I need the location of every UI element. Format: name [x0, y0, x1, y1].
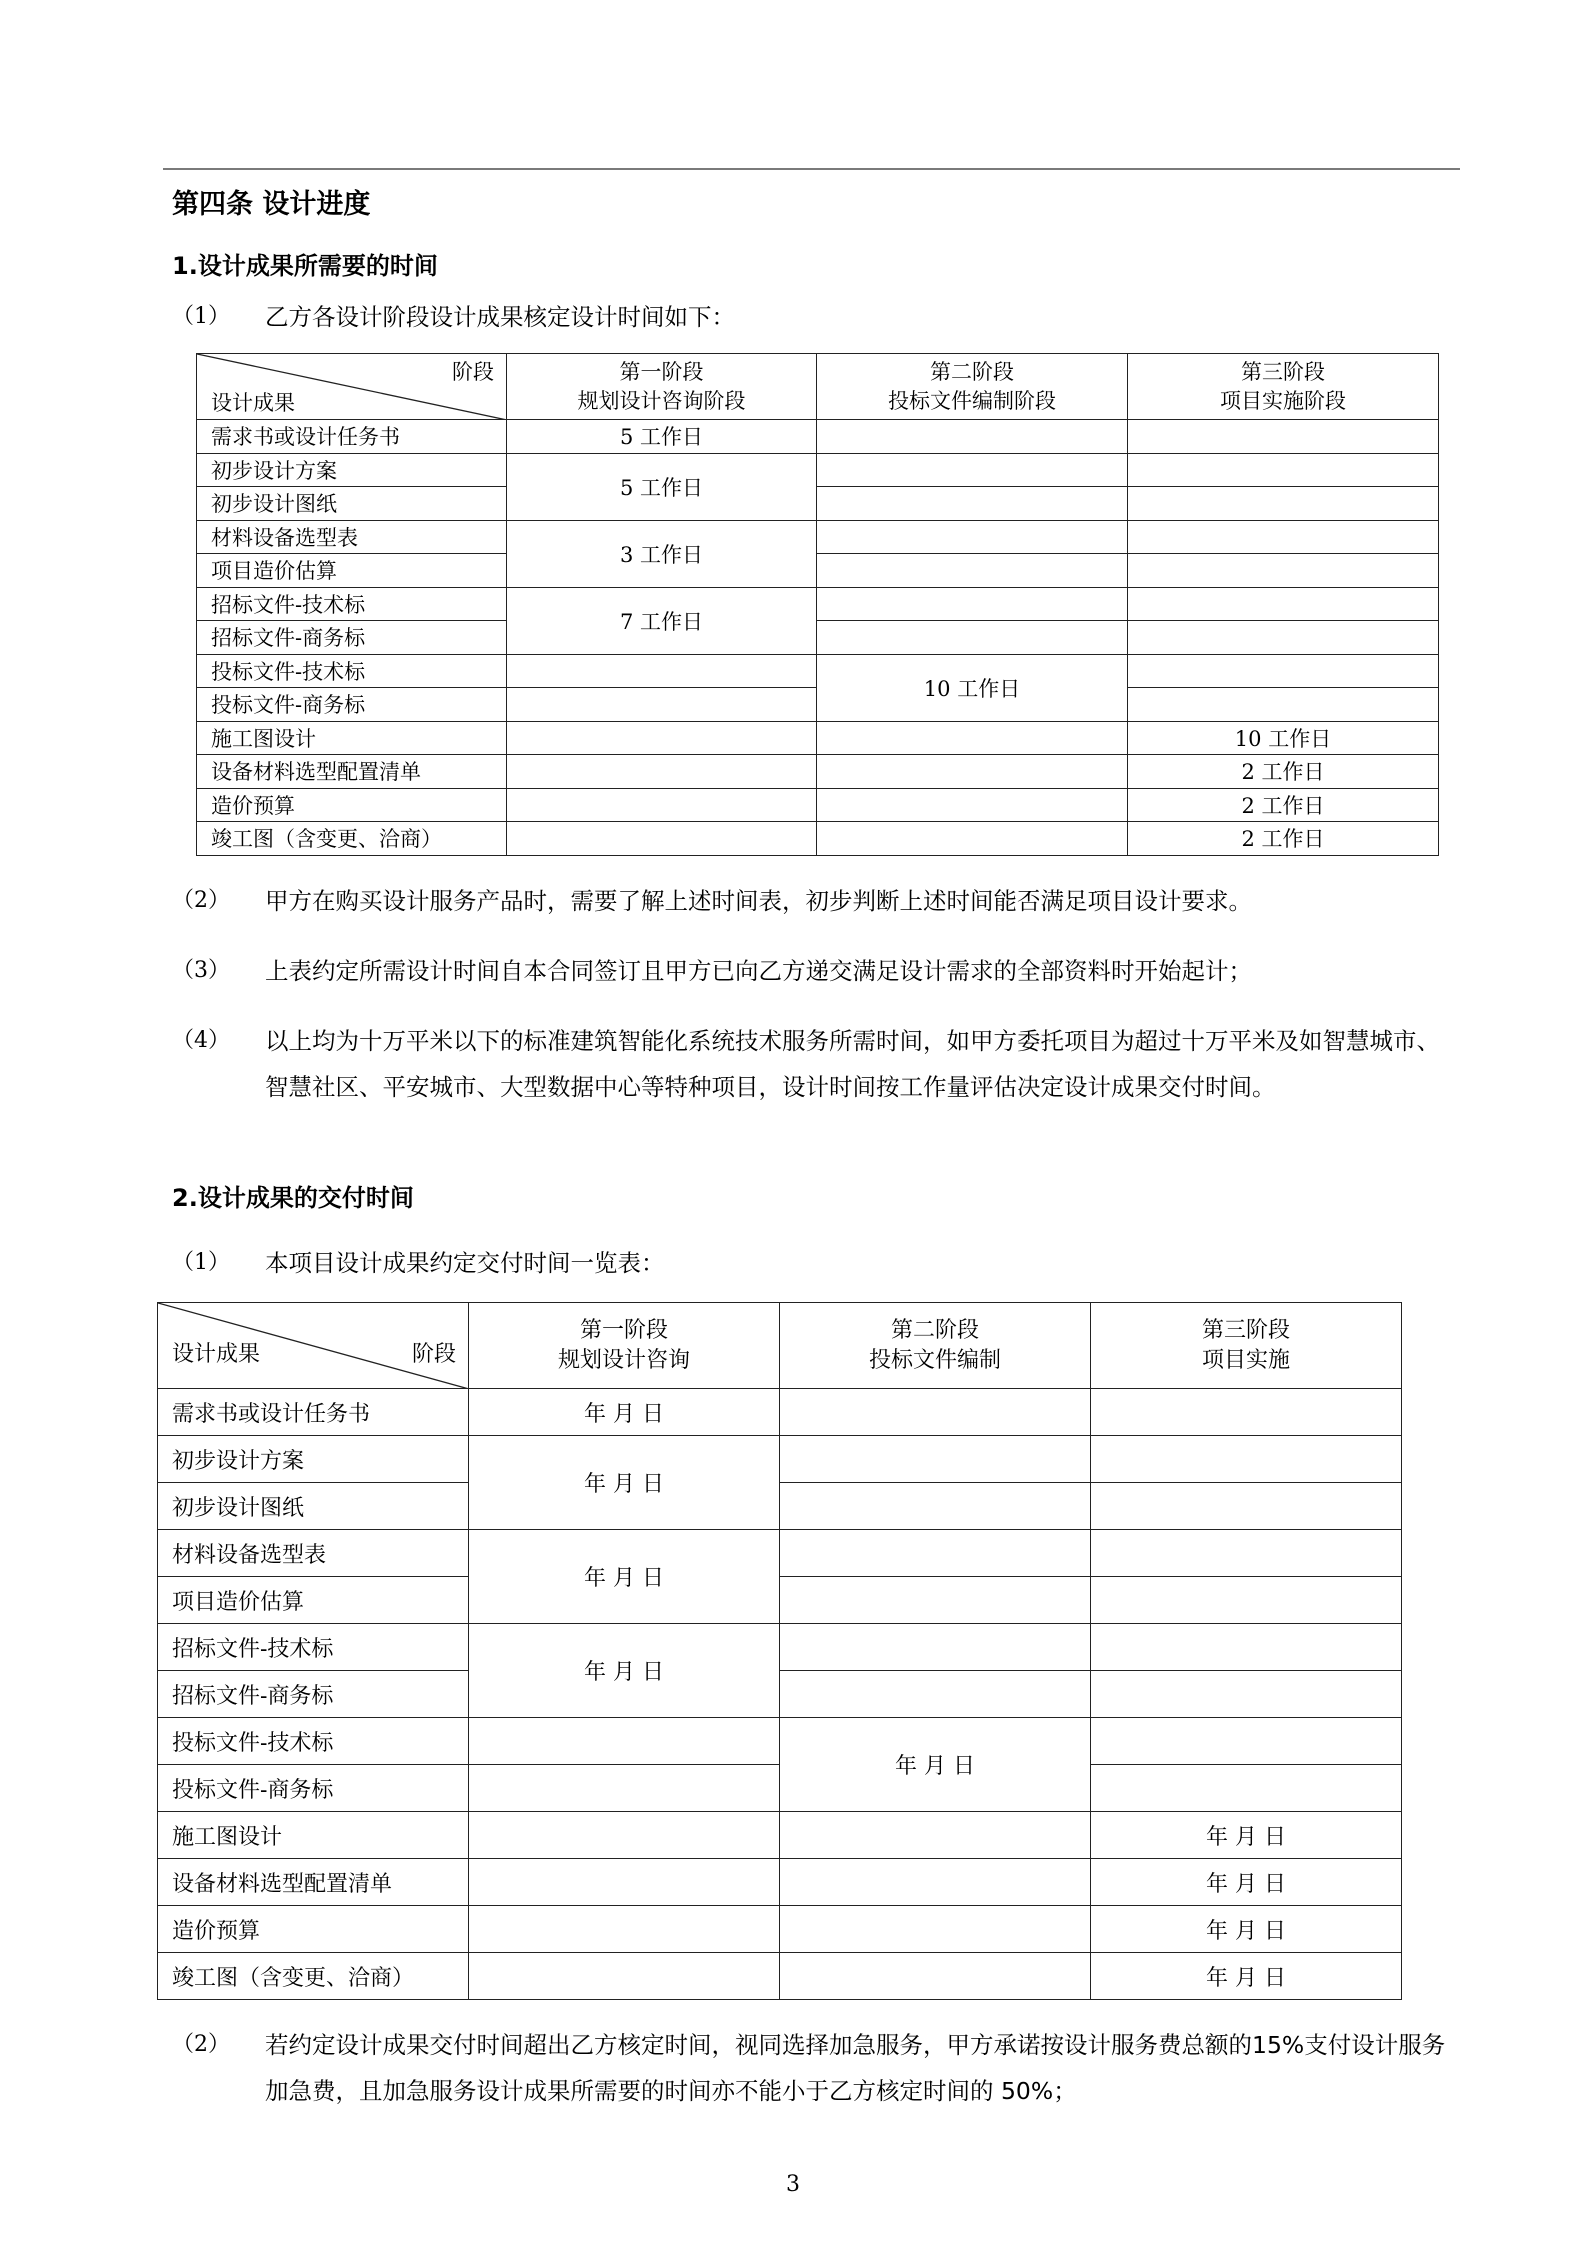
empty-cell — [817, 621, 1128, 655]
section-2-paragraph-1 — [172, 1240, 1462, 1286]
empty-cell — [469, 1765, 780, 1812]
row-label: 造价预算 — [158, 1906, 469, 1953]
date-value: 年 月 日 — [1091, 1812, 1402, 1859]
row-label: 招标文件-商务标 — [197, 621, 507, 655]
corner-label-stage: 阶段 — [411, 1342, 456, 1367]
row-label: 初步设计图纸 — [197, 487, 507, 521]
empty-cell — [469, 1718, 780, 1765]
empty-cell — [469, 1859, 780, 1906]
empty-cell — [507, 822, 817, 856]
empty-cell — [1091, 1624, 1402, 1671]
section-2-heading: 2.设计成果的交付时间 — [172, 1184, 414, 1212]
column-header-stage-1: 第一阶段 规划设计咨询 — [469, 1303, 780, 1389]
date-value: 年 月 日 — [1091, 1953, 1402, 2000]
empty-cell — [1128, 487, 1439, 521]
time-value: 10 工作日 — [1128, 721, 1439, 755]
row-label: 投标文件-技术标 — [158, 1718, 469, 1765]
row-label: 投标文件-商务标 — [197, 688, 507, 722]
empty-cell — [817, 755, 1128, 789]
empty-cell — [1091, 1389, 1402, 1436]
empty-cell — [817, 721, 1128, 755]
column-header-stage-2: 第二阶段 投标文件编制阶段 — [817, 354, 1128, 420]
empty-cell — [780, 1389, 1091, 1436]
time-value: 2 工作日 — [1128, 788, 1439, 822]
empty-cell — [780, 1624, 1091, 1671]
empty-cell — [1091, 1483, 1402, 1530]
column-header-stage-3: 第三阶段 项目实施 — [1091, 1303, 1402, 1389]
row-label: 造价预算 — [197, 788, 507, 822]
row-label: 需求书或设计任务书 — [197, 420, 507, 454]
empty-cell — [507, 721, 817, 755]
empty-cell — [1128, 688, 1439, 722]
empty-cell — [1091, 1577, 1402, 1624]
header-rule — [163, 168, 1460, 170]
corner-label-deliverable: 设计成果 — [172, 1342, 261, 1367]
empty-cell — [780, 1530, 1091, 1577]
empty-cell — [780, 1906, 1091, 1953]
design-time-table — [196, 353, 1439, 856]
empty-cell — [1091, 1436, 1402, 1483]
date-value: 年 月 日 — [780, 1718, 1091, 1812]
empty-cell — [1128, 654, 1439, 688]
empty-cell — [780, 1953, 1091, 2000]
time-value: 2 工作日 — [1128, 755, 1439, 789]
corner-label-deliverable: 设计成果 — [211, 391, 295, 415]
empty-cell — [1128, 587, 1439, 621]
empty-cell — [1091, 1718, 1402, 1765]
empty-cell — [507, 654, 817, 688]
date-value: 年 月 日 — [469, 1624, 780, 1718]
time-value: 7 工作日 — [507, 587, 817, 654]
date-value: 年 月 日 — [469, 1530, 780, 1624]
column-header-stage-1: 第一阶段 规划设计咨询阶段 — [507, 354, 817, 420]
section-1-heading: 1.设计成果所需要的时间 — [172, 252, 438, 280]
row-label: 竣工图（含变更、洽商） — [197, 822, 507, 856]
empty-cell — [780, 1859, 1091, 1906]
empty-cell — [817, 587, 1128, 621]
paragraph-number: （1） — [172, 304, 230, 329]
empty-cell — [780, 1671, 1091, 1718]
paragraph-text: 乙方各设计阶段设计成果核定设计时间如下： — [265, 303, 735, 331]
paragraph-number: （3） — [172, 958, 230, 983]
date-value: 年 月 日 — [469, 1436, 780, 1530]
table-corner-cell — [197, 354, 507, 420]
empty-cell — [817, 453, 1128, 487]
time-value: 5 工作日 — [507, 453, 817, 520]
empty-cell — [1128, 420, 1439, 454]
empty-cell — [780, 1577, 1091, 1624]
row-label: 设备材料选型配置清单 — [158, 1859, 469, 1906]
table-corner-cell — [158, 1303, 469, 1389]
empty-cell — [817, 788, 1128, 822]
article-title: 第四条 设计进度 — [172, 189, 371, 220]
column-header-stage-3: 第三阶段 项目实施阶段 — [1128, 354, 1439, 420]
section-1-paragraph-2 — [172, 878, 1462, 924]
empty-cell — [1091, 1530, 1402, 1577]
row-label: 项目造价估算 — [197, 554, 507, 588]
empty-cell — [1091, 1671, 1402, 1718]
empty-cell — [469, 1812, 780, 1859]
empty-cell — [507, 688, 817, 722]
empty-cell — [1128, 453, 1439, 487]
empty-cell — [780, 1436, 1091, 1483]
date-value: 年 月 日 — [1091, 1906, 1402, 1953]
corner-label-stage: 阶段 — [452, 360, 494, 384]
delivery-time-table — [157, 1302, 1402, 2000]
time-value: 5 工作日 — [507, 420, 817, 454]
empty-cell — [817, 520, 1128, 554]
date-value: 年 月 日 — [469, 1389, 780, 1436]
paragraph-text: 本项目设计成果约定交付时间一览表： — [265, 1249, 665, 1277]
paragraph-text: 若约定设计成果交付时间超出乙方核定时间，视同选择加急服务，甲方承诺按设计服务费总额的15%支付设计服务加急费，且加急服务设计成果所需要的时间亦不能小于乙方核定时间的 50%； — [265, 2031, 1446, 2105]
paragraph-text: 上表约定所需设计时间自本合同签订且甲方已向乙方递交满足设计需求的全部资料时开始起计； — [265, 957, 1252, 985]
empty-cell — [817, 487, 1128, 521]
row-label: 投标文件-商务标 — [158, 1765, 469, 1812]
row-label: 施工图设计 — [158, 1812, 469, 1859]
time-value: 10 工作日 — [817, 654, 1128, 721]
empty-cell — [469, 1953, 780, 2000]
paragraph-number: （4） — [172, 1028, 230, 1053]
paragraph-text: 甲方在购买设计服务产品时，需要了解上述时间表，初步判断上述时间能否满足项目设计要求。 — [265, 887, 1252, 915]
section-1-paragraph-3 — [172, 948, 1462, 994]
row-label: 招标文件-技术标 — [197, 587, 507, 621]
row-label: 招标文件-商务标 — [158, 1671, 469, 1718]
empty-cell — [780, 1812, 1091, 1859]
row-label: 设备材料选型配置清单 — [197, 755, 507, 789]
empty-cell — [1128, 621, 1439, 655]
section-2-paragraph-2 — [172, 2022, 1462, 2114]
section-1-paragraph-4 — [172, 1018, 1462, 1110]
empty-cell — [1128, 520, 1439, 554]
column-header-stage-2: 第二阶段 投标文件编制 — [780, 1303, 1091, 1389]
row-label: 初步设计图纸 — [158, 1483, 469, 1530]
empty-cell — [817, 420, 1128, 454]
empty-cell — [1091, 1765, 1402, 1812]
row-label: 项目造价估算 — [158, 1577, 469, 1624]
row-label: 施工图设计 — [197, 721, 507, 755]
paragraph-number: （2） — [172, 2032, 230, 2057]
empty-cell — [469, 1906, 780, 1953]
time-value: 2 工作日 — [1128, 822, 1439, 856]
row-label: 投标文件-技术标 — [197, 654, 507, 688]
time-value: 3 工作日 — [507, 520, 817, 587]
paragraph-number: （2） — [172, 888, 230, 913]
page-number: 3 — [786, 2172, 800, 2197]
row-label: 竣工图（含变更、洽商） — [158, 1953, 469, 2000]
empty-cell — [507, 755, 817, 789]
date-value: 年 月 日 — [1091, 1859, 1402, 1906]
empty-cell — [817, 554, 1128, 588]
empty-cell — [817, 822, 1128, 856]
section-1-paragraph-1 — [172, 294, 1462, 340]
empty-cell — [780, 1483, 1091, 1530]
empty-cell — [507, 788, 817, 822]
row-label: 材料设备选型表 — [158, 1530, 469, 1577]
row-label: 初步设计方案 — [197, 453, 507, 487]
row-label: 初步设计方案 — [158, 1436, 469, 1483]
paragraph-text: 以上均为十万平米以下的标准建筑智能化系统技术服务所需时间，如甲方委托项目为超过十万平米及如智慧城市、智慧社区、平安城市、大型数据中心等特种项目，设计时间按工作量评估决定设计成果交付时间。 — [265, 1027, 1440, 1101]
row-label: 招标文件-技术标 — [158, 1624, 469, 1671]
empty-cell — [1128, 554, 1439, 588]
paragraph-number: （1） — [172, 1250, 230, 1275]
row-label: 需求书或设计任务书 — [158, 1389, 469, 1436]
row-label: 材料设备选型表 — [197, 520, 507, 554]
